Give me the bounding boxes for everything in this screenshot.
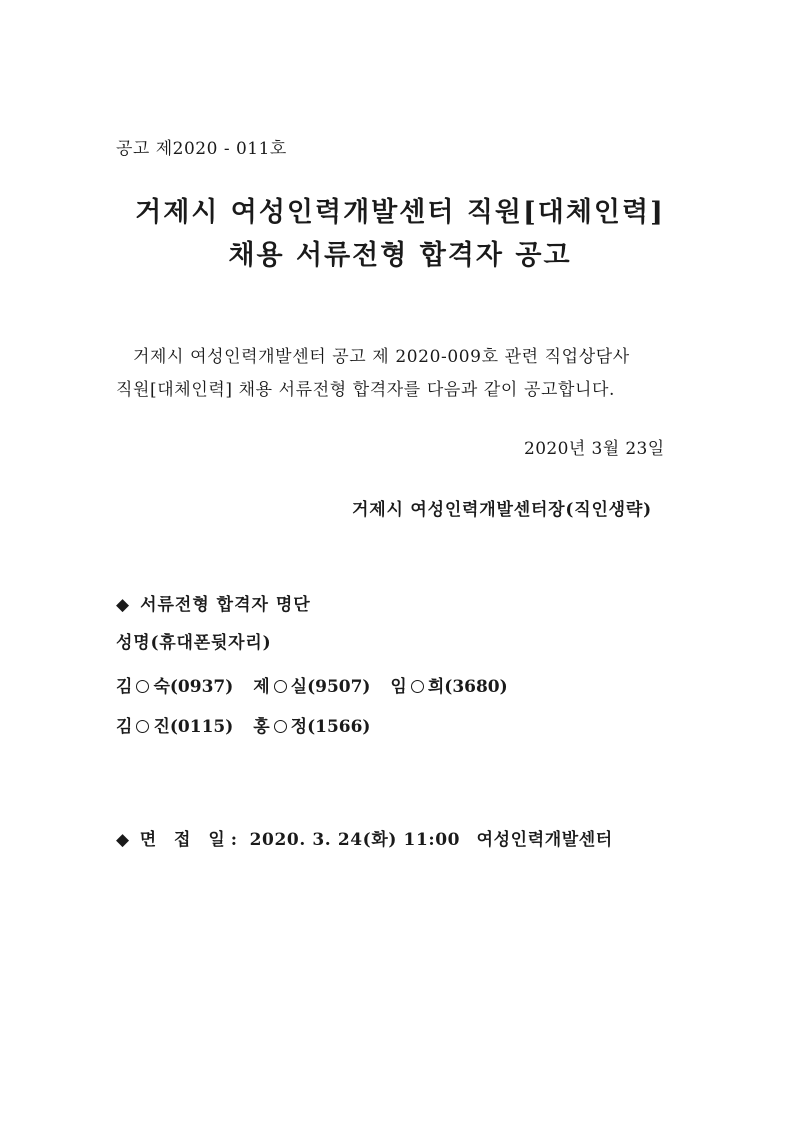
signature: 거제시 여성인력개발센터장(직인생략) — [352, 500, 652, 520]
applicant-phone: (1566) — [307, 717, 371, 737]
applicant-phone: (0115) — [169, 717, 234, 737]
applicant-phone: (3680) — [444, 677, 508, 697]
applicant-row — [116, 712, 384, 737]
applicant-last: 실 — [290, 677, 308, 697]
circle-icon — [136, 720, 149, 733]
applicant — [253, 712, 370, 737]
circle-icon — [274, 680, 287, 693]
applicant-first: 김 — [116, 717, 133, 737]
applicant-last: 희 — [427, 677, 445, 697]
circle-icon — [411, 680, 424, 693]
applicant-first: 임 — [390, 677, 407, 697]
applicant-first: 김 — [116, 677, 133, 697]
applicant-last: 숙 — [153, 677, 170, 697]
interview-label: 면 접 일: — [139, 830, 244, 850]
applicant-phone: (9507) — [307, 677, 371, 697]
body-line-2: 직원[대체인력] 채용 서류전형 합격자를 다음과 같이 공고합니다. — [116, 380, 616, 400]
announcement-date: 2020년 3월 23일 — [524, 439, 665, 459]
circle-icon — [274, 720, 287, 733]
diamond-bullet-icon: ◆ — [116, 830, 130, 850]
applicant-last: 진 — [153, 717, 170, 737]
section-title: 서류전형 합격자 명단 — [140, 595, 311, 615]
diamond-bullet-icon: ◆ — [116, 595, 131, 615]
interview-line — [116, 825, 613, 850]
title-line-1: 거제시 여성인력개발센터 직원[대체인력] — [135, 197, 665, 228]
applicant-row — [116, 672, 522, 697]
applicant-first: 제 — [253, 677, 270, 697]
applicant-phone: (0937) — [169, 677, 234, 697]
applicant — [390, 672, 507, 697]
column-header: 성명(휴대폰뒷자리) — [116, 633, 272, 653]
interview-location: 여성인력개발센터 — [476, 830, 613, 850]
applicant-first: 홍 — [253, 717, 270, 737]
applicant — [253, 672, 370, 697]
interview-datetime: 2020. 3. 24(화) 11:00 — [249, 830, 461, 850]
title-line-2: 채용 서류전형 합격자 공고 — [228, 240, 572, 271]
applicant-last: 정 — [290, 717, 308, 737]
body-line-1: 거제시 여성인력개발센터 공고 제 2020-009호 관련 직업상담사 — [133, 347, 630, 367]
applicant — [116, 712, 233, 737]
section-heading — [116, 590, 311, 615]
notice-number: 공고 제2020 - 011호 — [116, 139, 287, 159]
circle-icon — [136, 680, 149, 693]
applicant — [116, 672, 233, 697]
